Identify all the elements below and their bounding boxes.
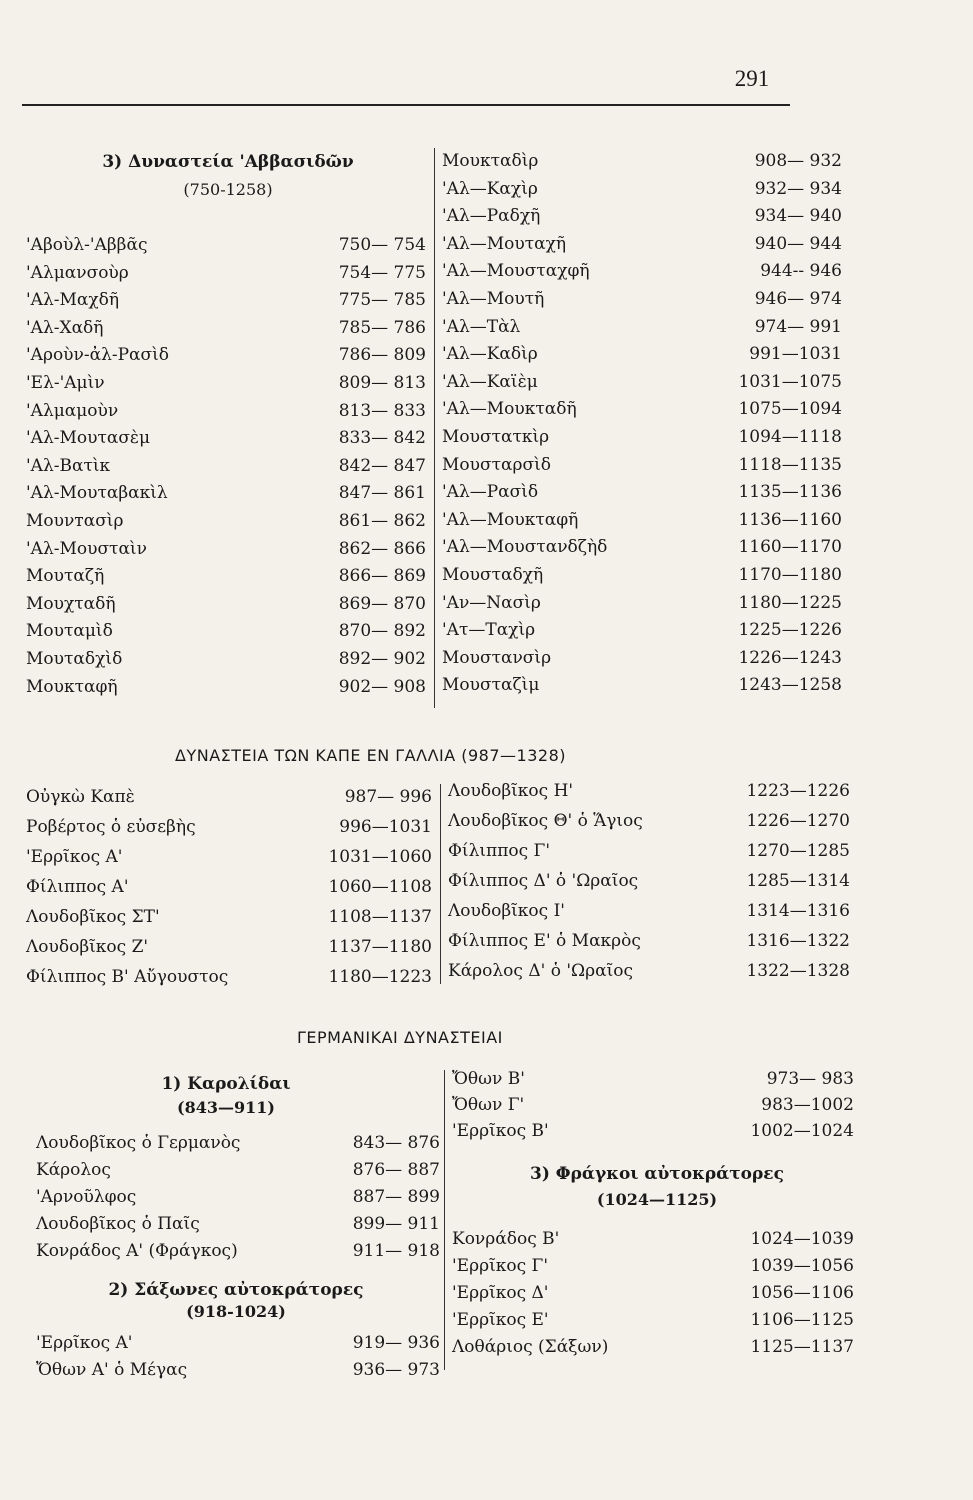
reign-years: 944-- 946 [760, 261, 842, 282]
reign-years: 887— 899 [352, 1187, 440, 1207]
list-item [448, 898, 850, 925]
reign-years: 1226—1243 [738, 647, 842, 668]
reign-years: 876— 887 [352, 1160, 440, 1180]
ruler-name: 'Αλ—Μουτῆ [442, 289, 545, 309]
ruler-name: 'Ατ—Ταχὶρ [442, 620, 536, 641]
list-item [36, 1330, 440, 1357]
ruler-name: 'Αν—Νασὶρ [442, 592, 541, 613]
ruler-name: Ὄθων Α' ὁ Μέγας [36, 1360, 188, 1380]
list-item [448, 808, 850, 835]
ruler-name: 'Ερρῖκος Β' [452, 1121, 549, 1141]
reign-years: 946— 974 [754, 289, 842, 309]
ruler-name: Φίλιππος Β' Αὔγουστος [26, 967, 229, 987]
reign-years: 1180—1225 [738, 592, 842, 613]
list-item [442, 452, 842, 479]
ruler-name: Μουσταζὶμ [442, 675, 540, 696]
ruler-name: Μουνтασὶρ [26, 511, 124, 531]
reign-years: 866— 869 [338, 566, 426, 587]
ruler-name: Ὄθων Γ' [452, 1095, 525, 1115]
ruler-name: 'Ερρῖκος Γ' [452, 1256, 548, 1276]
list-item [36, 1238, 440, 1265]
ruler-name: 'Αλ—Καχὶρ [442, 178, 538, 199]
list-item [442, 396, 842, 423]
reign-years: 1136—1160 [738, 509, 842, 530]
list-item [452, 1092, 854, 1119]
list-item [442, 341, 842, 368]
reign-years: 1137—1180 [328, 937, 432, 957]
list-item [36, 1184, 440, 1211]
list-item [442, 286, 842, 313]
list-item [452, 1253, 854, 1280]
reign-years: 996—1031 [339, 817, 432, 837]
list-item [26, 342, 426, 369]
reign-years: 1316—1322 [746, 931, 850, 951]
ruler-name: 'Αλμαμοὺν [26, 400, 119, 421]
section2-right-list [448, 778, 850, 988]
sub3-title: 3) Φράγκοι αὐτοκράτορες [530, 1164, 784, 1184]
section1-left-list [26, 232, 426, 707]
ruler-name: 'Αλ—Τὰλ [442, 316, 521, 337]
section2-left-list [26, 784, 432, 994]
reign-years: 1118—1135 [738, 454, 842, 475]
ruler-name: Μουχταδῆ [26, 593, 116, 614]
reign-years: 1223—1226 [746, 781, 850, 801]
reign-years: 1135—1136 [738, 482, 842, 503]
ruler-name: Ὄθων Β' [452, 1069, 525, 1089]
ruler-name: Λουδοβῖκος ὁ Παῖς [36, 1214, 200, 1234]
ruler-name: 'Αλ—Μουσταχφῆ [442, 261, 590, 282]
reign-years: 911— 918 [352, 1241, 440, 1261]
ruler-name: 'Ερρῖκος Α' [26, 847, 123, 867]
list-item [442, 617, 842, 644]
list-item [26, 563, 426, 590]
list-item [442, 479, 842, 506]
reign-years: 869— 870 [338, 593, 426, 614]
ruler-name: Λουδοβῖκος Θ' ὁ Ἅγιος [448, 811, 643, 831]
reign-years: 870— 892 [338, 621, 426, 642]
reign-years: 1039—1056 [750, 1256, 854, 1276]
list-item [452, 1280, 854, 1307]
ruler-name: 'Αλ—Ρασὶδ [442, 482, 539, 503]
ruler-name: 'Αλ-Μουσταὶν [26, 538, 147, 559]
reign-years: 987— 996 [344, 787, 432, 807]
ruler-name: Κονράδος Β' [452, 1229, 560, 1249]
ruler-name: 'Αλμανσοὺρ [26, 262, 129, 283]
list-item [448, 778, 850, 805]
list-item [442, 534, 842, 561]
list-item [36, 1357, 440, 1384]
list-item [26, 508, 426, 535]
sub2-title: 2) Σάξωνες αὐτοκράτορες [108, 1280, 364, 1300]
reign-years: 1322—1328 [746, 961, 850, 981]
reign-years: 1170—1180 [738, 565, 842, 585]
list-item [26, 591, 426, 618]
reign-years: 908— 932 [754, 151, 842, 171]
ruler-name: Λουδοβῖκος Η' [448, 781, 574, 801]
list-item [26, 674, 426, 701]
reign-years: 775— 785 [338, 290, 426, 311]
ruler-name: Φίλιππος Α' [26, 877, 129, 897]
list-item [26, 844, 432, 871]
sub2-years: (918-1024) [186, 1302, 286, 1321]
reign-years: 862— 866 [338, 538, 426, 559]
ruler-name: 'Αλ—Μουκταδῆ [442, 399, 577, 420]
list-item [26, 904, 432, 931]
list-item [26, 480, 426, 507]
list-item [442, 507, 842, 534]
ruler-name: Φίλιππος Ε' ὁ Μακρὸς [448, 931, 641, 951]
list-item [442, 231, 842, 258]
list-item [442, 562, 842, 589]
section3-right-top-list [452, 1066, 854, 1148]
reign-years: 1180—1223 [328, 967, 432, 987]
list-item [26, 784, 432, 811]
ruler-name: Φίλιππος Δ' ὁ 'Ωραῖος [448, 871, 639, 891]
ruler-name: Μουκταδὶρ [442, 151, 539, 171]
reign-years: 785— 786 [338, 317, 426, 338]
reign-years: 1225—1226 [738, 620, 842, 641]
ruler-name: Λουδοβῖκος ΣΤ' [26, 907, 160, 927]
ruler-name: 'Αλ—Μουκταφῆ [442, 509, 579, 530]
list-item [452, 1118, 854, 1145]
list-item [26, 398, 426, 425]
list-item [36, 1157, 440, 1184]
reign-years: 843— 876 [352, 1133, 440, 1153]
reign-years: 1060—1108 [328, 877, 432, 897]
ruler-name: Οὐγκὼ Καπὲ [26, 787, 135, 807]
reign-years: 833— 842 [338, 428, 426, 449]
list-item [442, 672, 842, 699]
reign-years: 936— 973 [352, 1360, 440, 1380]
list-item [442, 369, 842, 396]
reign-years: 919— 936 [352, 1333, 440, 1353]
reign-years: 1108—1137 [328, 907, 432, 927]
list-item [452, 1307, 854, 1334]
reign-years: 974— 991 [754, 316, 842, 337]
ruler-name: Κάρολος Δ' ὁ 'Ωραῖος [448, 961, 633, 981]
page-number: 291 [734, 66, 770, 91]
reign-years: 1270—1285 [746, 841, 850, 861]
top-rule [22, 104, 790, 106]
section3-title: ΓΕΡΜΑΝΙΚΑΙ ΔΥΝΑΣΤΕΙΑΙ [297, 1028, 503, 1047]
sub3-years: (1024—1125) [596, 1190, 718, 1209]
sub1-title: 1) Καρολίδαι [161, 1074, 291, 1094]
list-item [452, 1066, 854, 1093]
reign-years: 1031—1075 [738, 371, 842, 392]
list-item [26, 536, 426, 563]
reign-years: 1002—1024 [750, 1121, 854, 1141]
ruler-name: Μουκταφῆ [26, 676, 118, 697]
reign-years: 847— 861 [338, 483, 426, 504]
sub1-list [36, 1130, 440, 1270]
section1-heading-years: (750-1258) [183, 180, 273, 199]
ruler-name: Μουσταρσὶδ [442, 454, 551, 475]
list-item [452, 1226, 854, 1253]
sub1-years: (843—911) [177, 1098, 275, 1117]
reign-years: 1160—1170 [738, 537, 842, 558]
reign-years: 973— 983 [766, 1069, 854, 1089]
reign-years: 786— 809 [338, 345, 426, 366]
reign-years: 1075—1094 [738, 399, 842, 420]
ruler-name: Μουσταδχῆ [442, 565, 544, 585]
reign-years: 754— 775 [338, 262, 426, 283]
ruler-name: 'Αβοὺλ-'Αββᾶς [26, 235, 148, 255]
ruler-name: Κάρολος [36, 1160, 111, 1180]
ruler-name: 'Αλ-Βατὶκ [26, 455, 111, 476]
ruler-name: 'Ερρῖκος Ε' [452, 1310, 549, 1330]
ruler-name: Ροβέρτος ὁ εὐσεβὴς [26, 817, 196, 837]
ruler-name: 'Αλ—Μουταχῆ [442, 233, 567, 254]
section2-divider [440, 784, 441, 984]
reign-years: 1094—1118 [738, 427, 842, 447]
reign-years: 940— 944 [754, 233, 842, 254]
reign-years: 842— 847 [338, 455, 426, 476]
list-item [26, 453, 426, 480]
ruler-name: Λουδοβῖκος Ζ' [26, 937, 149, 957]
reign-years: 1031—1060 [328, 847, 432, 867]
list-item [26, 874, 432, 901]
reign-years: 1125—1137 [750, 1337, 854, 1357]
reign-years: 1226—1270 [746, 811, 850, 831]
reign-years: 809— 813 [338, 373, 426, 393]
section2-title: ΔΥΝΑΣΤΕΙΑ ΤΩΝ ΚΑΠΕ ΕΝ ΓΑΛΛΙΑ (987—1328) [175, 746, 566, 765]
ruler-name: 'Αλ-Μουτασὲμ [26, 428, 151, 449]
ruler-name: 'Ερρῖκος Δ' [452, 1283, 549, 1303]
reign-years: 983—1002 [761, 1095, 854, 1115]
ruler-name: 'Ερρῖκος Α' [36, 1333, 133, 1353]
list-item [442, 203, 842, 230]
reign-years: 1106—1125 [750, 1310, 854, 1330]
list-item [26, 964, 432, 991]
list-item [26, 232, 426, 259]
ruler-name: 'Αλ—Ραδχῆ [442, 206, 541, 227]
ruler-name: 'Αρνοῦλφος [36, 1187, 137, 1207]
reign-years: 1024—1039 [750, 1229, 854, 1249]
ruler-name: 'Αλ—Μουστανδζὴδ [442, 537, 608, 558]
list-item [26, 814, 432, 841]
reign-years: 934— 940 [754, 206, 842, 227]
ruler-name: Φίλιππος Γ' [448, 841, 551, 861]
section3-divider [444, 1070, 445, 1370]
section1-heading-title: 3) Δυναστεία 'Αββασιδῶν [102, 152, 354, 172]
ruler-name: 'Αλ-Μουταβακὶλ [26, 483, 168, 504]
list-item [448, 838, 850, 865]
reign-years: 892— 902 [338, 649, 426, 669]
reign-years: 899— 911 [352, 1214, 440, 1234]
reign-years: 813— 833 [338, 400, 426, 421]
list-item [36, 1130, 440, 1157]
reign-years: 932— 934 [754, 178, 842, 199]
sub3-list [452, 1226, 854, 1366]
ruler-name: Μουστατκὶρ [442, 427, 550, 447]
list-item [442, 590, 842, 617]
list-item [442, 314, 842, 341]
list-item [26, 370, 426, 397]
list-item [442, 645, 842, 672]
reign-years: 1285—1314 [746, 871, 850, 891]
ruler-name: 'Αλ—Καδὶρ [442, 344, 538, 365]
list-item [36, 1211, 440, 1238]
ruler-name: Μουταμὶδ [26, 621, 113, 642]
reign-years: 902— 908 [338, 676, 426, 697]
list-item [26, 618, 426, 645]
ruler-name: Μουστανσὶρ [442, 647, 552, 668]
list-item [26, 934, 432, 961]
ruler-name: 'Αλ-Μαχδῆ [26, 290, 120, 311]
list-item [26, 646, 426, 673]
ruler-name: 'Αρoὺν-ἀλ-Ρασὶδ [26, 345, 170, 366]
list-item [442, 148, 842, 175]
reign-years: 1314—1316 [746, 901, 850, 921]
ruler-name: 'Ελ-'Αμὶν [26, 373, 105, 393]
ruler-name: Κονράδος Α' (Φράγκος) [36, 1241, 238, 1261]
sub2-list [36, 1330, 440, 1386]
list-item [26, 260, 426, 287]
reign-years: 861— 862 [338, 511, 426, 531]
list-item [442, 258, 842, 285]
list-item [26, 425, 426, 452]
section1-right-list [442, 148, 842, 708]
list-item [26, 315, 426, 342]
reign-years: 1243—1258 [738, 675, 842, 696]
list-item [448, 928, 850, 955]
ruler-name: Μουταζῆ [26, 566, 105, 587]
reign-years: 1056—1106 [750, 1283, 854, 1303]
list-item [26, 287, 426, 314]
reign-years: 991—1031 [749, 344, 842, 365]
list-item [448, 958, 850, 985]
list-item [452, 1334, 854, 1361]
ruler-name: Λοθάριος (Σάξων) [452, 1337, 609, 1357]
list-item [442, 176, 842, 203]
reign-years: 750— 754 [338, 235, 426, 255]
ruler-name: 'Αλ-Χαδῆ [26, 317, 104, 338]
ruler-name: Μουταδχὶδ [26, 649, 123, 669]
section1-divider [434, 148, 435, 708]
list-item [442, 424, 842, 451]
list-item [448, 868, 850, 895]
ruler-name: 'Αλ—Καϊὲμ [442, 371, 538, 392]
ruler-name: Λουδοβῖκος Ι' [448, 901, 565, 921]
ruler-name: Λουδοβῖκος ὁ Γερμανὸς [36, 1133, 241, 1153]
